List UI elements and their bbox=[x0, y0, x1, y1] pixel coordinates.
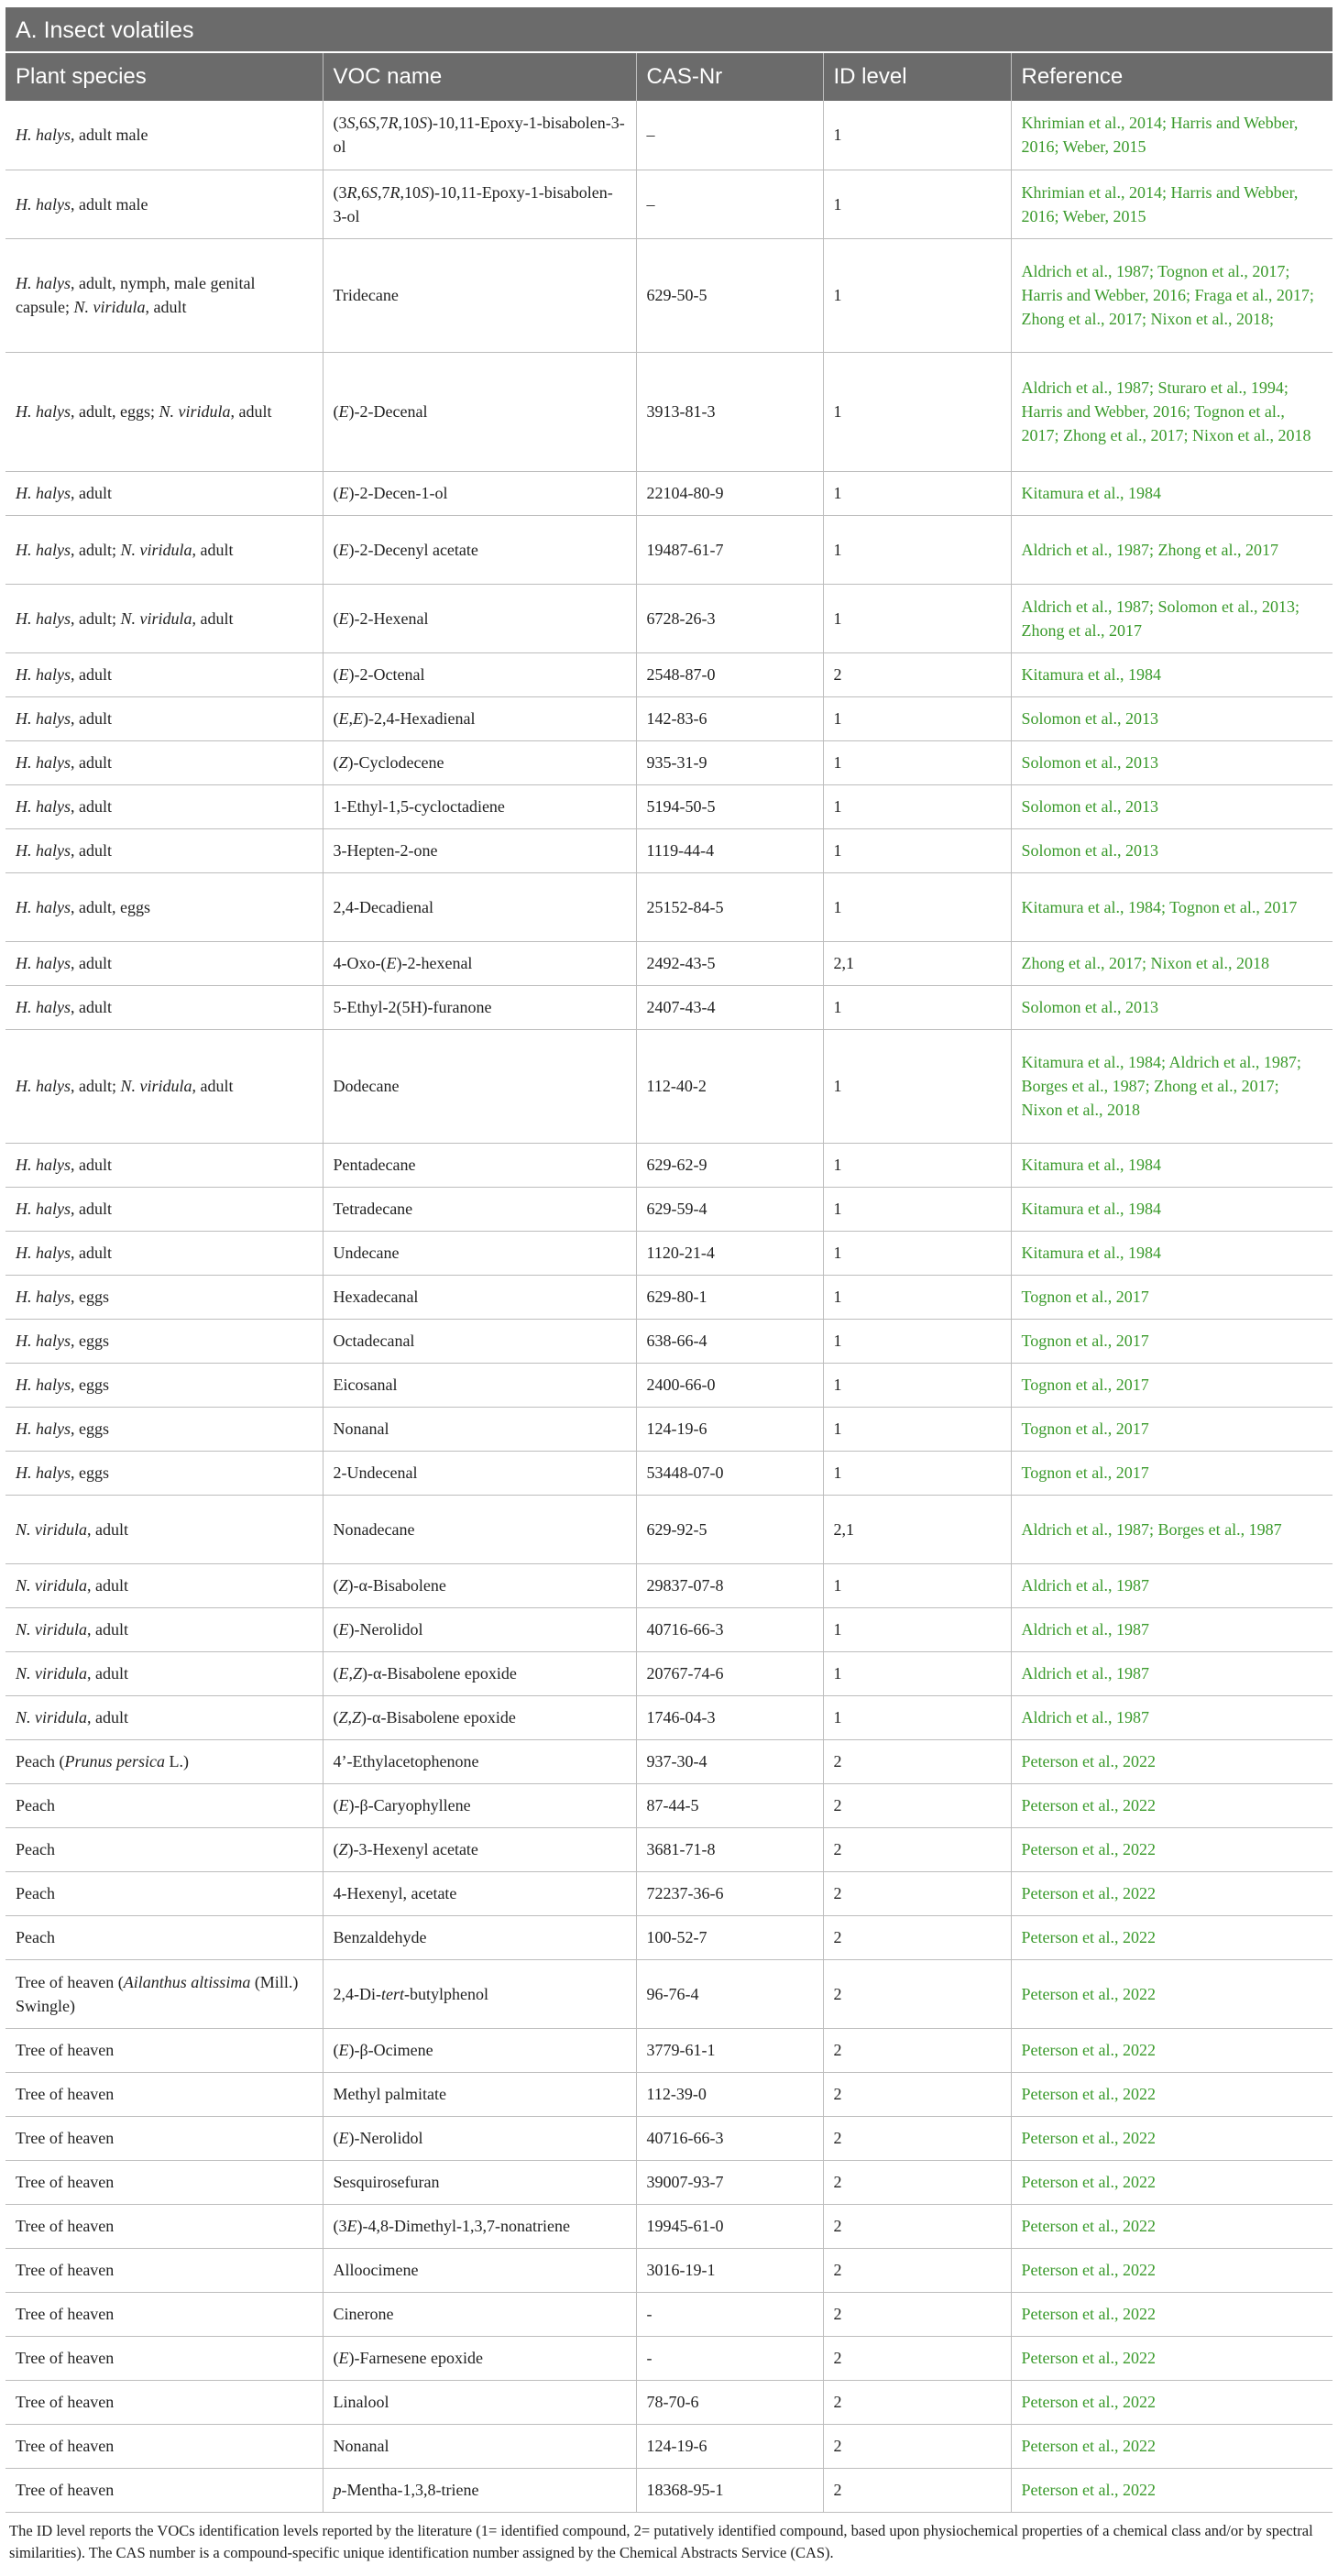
column-header-voc-name: VOC name bbox=[323, 53, 636, 101]
id-level-cell: 1 bbox=[823, 1319, 1011, 1363]
plant-species-cell: Tree of heaven bbox=[5, 2424, 323, 2468]
reference-cell: Aldrich et al., 1987; Zhong et al., 2017 bbox=[1011, 515, 1333, 584]
table-row bbox=[5, 2072, 1333, 2116]
plant-species-cell: H. halys, adult bbox=[5, 1231, 323, 1275]
cas-nr-cell: 3016-19-1 bbox=[636, 2248, 823, 2292]
cas-nr-cell: 25152-84-5 bbox=[636, 872, 823, 941]
table-row bbox=[5, 1871, 1333, 1915]
table-row bbox=[5, 1187, 1333, 1231]
id-level-cell: 1 bbox=[823, 471, 1011, 515]
reference-cell: Tognon et al., 2017 bbox=[1011, 1275, 1333, 1319]
voc-name-cell: (E)-2-Decenyl acetate bbox=[323, 515, 636, 584]
reference-cell: Peterson et al., 2022 bbox=[1011, 2248, 1333, 2292]
cas-nr-cell: 20767-74-6 bbox=[636, 1651, 823, 1695]
plant-species-cell: H. halys, adult bbox=[5, 696, 323, 740]
id-level-cell: 1 bbox=[823, 1187, 1011, 1231]
reference-cell: Khrimian et al., 2014; Harris and Webber, 2016; Weber, 2015 bbox=[1011, 101, 1333, 170]
voc-name-cell: Sesquirosefuran bbox=[323, 2160, 636, 2204]
cas-nr-cell: 629-92-5 bbox=[636, 1495, 823, 1563]
plant-species-cell: H. halys, adult male bbox=[5, 170, 323, 238]
cas-nr-cell: 2548-87-0 bbox=[636, 652, 823, 696]
plant-species-cell: Tree of heaven bbox=[5, 2204, 323, 2248]
reference-cell: Aldrich et al., 1987 bbox=[1011, 1607, 1333, 1651]
voc-name-cell: (E)-2-Hexenal bbox=[323, 584, 636, 652]
table-row bbox=[5, 985, 1333, 1029]
voc-name-cell: (E,Z)-α-Bisabolene epoxide bbox=[323, 1651, 636, 1695]
column-header-plant-species: Plant species bbox=[5, 53, 323, 101]
cas-nr-cell: 72237-36-6 bbox=[636, 1871, 823, 1915]
cas-nr-cell: 124-19-6 bbox=[636, 1407, 823, 1451]
table-row bbox=[5, 2424, 1333, 2468]
cas-nr-cell: 18368-95-1 bbox=[636, 2468, 823, 2512]
voc-name-cell: (Z)-Cyclodecene bbox=[323, 740, 636, 784]
cas-nr-cell: 78-70-6 bbox=[636, 2380, 823, 2424]
id-level-cell: 1 bbox=[823, 872, 1011, 941]
voc-name-cell: (E)-β-Caryophyllene bbox=[323, 1783, 636, 1827]
reference-cell: Peterson et al., 2022 bbox=[1011, 2204, 1333, 2248]
voc-name-cell: Linalool bbox=[323, 2380, 636, 2424]
cas-nr-cell: 1746-04-3 bbox=[636, 1695, 823, 1739]
voc-name-cell: Nonanal bbox=[323, 2424, 636, 2468]
table-row bbox=[5, 1407, 1333, 1451]
id-level-cell: 1 bbox=[823, 1363, 1011, 1407]
plant-species-cell: H. halys, adult, eggs; N. viridula, adult bbox=[5, 352, 323, 471]
voc-name-cell: Dodecane bbox=[323, 1029, 636, 1143]
table-row bbox=[5, 2248, 1333, 2292]
cas-nr-cell: 3681-71-8 bbox=[636, 1827, 823, 1871]
voc-name-cell: (E)-Farnesene epoxide bbox=[323, 2336, 636, 2380]
id-level-cell: 2 bbox=[823, 1783, 1011, 1827]
id-level-cell: 1 bbox=[823, 784, 1011, 828]
reference-cell: Tognon et al., 2017 bbox=[1011, 1363, 1333, 1407]
id-level-cell: 1 bbox=[823, 1451, 1011, 1495]
cas-nr-cell: 1119-44-4 bbox=[636, 828, 823, 872]
id-level-cell: 2,1 bbox=[823, 1495, 1011, 1563]
reference-cell: Peterson et al., 2022 bbox=[1011, 2380, 1333, 2424]
plant-species-cell: H. halys, adult bbox=[5, 652, 323, 696]
id-level-cell: 1 bbox=[823, 101, 1011, 170]
cas-nr-cell: 629-59-4 bbox=[636, 1187, 823, 1231]
voc-name-cell: (E)-2-Decenal bbox=[323, 352, 636, 471]
reference-cell: Aldrich et al., 1987; Sturaro et al., 1994; Harris and Webber, 2016; Tognon et al., 2017; Zhong et al., 2017; Nixon et al., 2018 bbox=[1011, 352, 1333, 471]
plant-species-cell: Tree of heaven (Ailanthus altissima (Mill.) Swingle) bbox=[5, 1959, 323, 2028]
plant-species-cell: H. halys, adult; N. viridula, adult bbox=[5, 584, 323, 652]
table-row bbox=[5, 1915, 1333, 1959]
plant-species-cell: H. halys, adult; N. viridula, adult bbox=[5, 515, 323, 584]
reference-cell: Aldrich et al., 1987 bbox=[1011, 1695, 1333, 1739]
id-level-cell: 2 bbox=[823, 2072, 1011, 2116]
id-level-cell: 2 bbox=[823, 2292, 1011, 2336]
reference-cell: Peterson et al., 2022 bbox=[1011, 2468, 1333, 2512]
reference-cell: Peterson et al., 2022 bbox=[1011, 2424, 1333, 2468]
table-row bbox=[5, 1651, 1333, 1695]
voc-name-cell: Undecane bbox=[323, 1231, 636, 1275]
voc-name-cell: Tetradecane bbox=[323, 1187, 636, 1231]
cas-nr-cell: 935-31-9 bbox=[636, 740, 823, 784]
table-row bbox=[5, 2116, 1333, 2160]
voc-name-cell: Pentadecane bbox=[323, 1143, 636, 1187]
voc-name-cell: (3E)-4,8-Dimethyl-1,3,7-nonatriene bbox=[323, 2204, 636, 2248]
plant-species-cell: Peach bbox=[5, 1783, 323, 1827]
table-row bbox=[5, 1827, 1333, 1871]
cas-nr-cell: 937-30-4 bbox=[636, 1739, 823, 1783]
reference-cell: Aldrich et al., 1987 bbox=[1011, 1563, 1333, 1607]
cas-nr-cell: 40716-66-3 bbox=[636, 2116, 823, 2160]
table-row bbox=[5, 784, 1333, 828]
reference-cell: Kitamura et al., 1984 bbox=[1011, 1231, 1333, 1275]
id-level-cell: 1 bbox=[823, 1695, 1011, 1739]
plant-species-cell: N. viridula, adult bbox=[5, 1695, 323, 1739]
cas-nr-cell: 29837-07-8 bbox=[636, 1563, 823, 1607]
voc-name-cell: Methyl palmitate bbox=[323, 2072, 636, 2116]
table-footnote: The ID level reports the VOCs identification levels reported by the literature (1= identified compound, 2= putatively identified compound, based upon physiochemical properties of a chemical class and/or by spectral similarities). The CAS number is a compound-specific unique identification number assigned by the Chemical Abstracts Service (CAS). bbox=[9, 2521, 1313, 2561]
id-level-cell: 1 bbox=[823, 1563, 1011, 1607]
reference-cell: Solomon et al., 2013 bbox=[1011, 828, 1333, 872]
plant-species-cell: Tree of heaven bbox=[5, 2336, 323, 2380]
voc-name-cell: (3R,6S,7R,10S)-10,11-Epoxy-1-bisabolen-3-ol bbox=[323, 170, 636, 238]
reference-cell: Zhong et al., 2017; Nixon et al., 2018 bbox=[1011, 941, 1333, 985]
voc-name-cell: Cinerone bbox=[323, 2292, 636, 2336]
voc-name-cell: Hexadecanal bbox=[323, 1275, 636, 1319]
column-header-reference: Reference bbox=[1011, 53, 1333, 101]
voc-name-cell: (E)-Nerolidol bbox=[323, 1607, 636, 1651]
table-row bbox=[5, 1029, 1333, 1143]
reference-cell: Tognon et al., 2017 bbox=[1011, 1451, 1333, 1495]
id-level-cell: 2 bbox=[823, 2336, 1011, 2380]
reference-cell: Kitamura et al., 1984 bbox=[1011, 471, 1333, 515]
cas-nr-cell: - bbox=[636, 2336, 823, 2380]
id-level-cell: 1 bbox=[823, 1231, 1011, 1275]
table-row bbox=[5, 2336, 1333, 2380]
id-level-cell: 2 bbox=[823, 2424, 1011, 2468]
plant-species-cell: H. halys, adult bbox=[5, 1187, 323, 1231]
table-row bbox=[5, 1363, 1333, 1407]
reference-cell: Peterson et al., 2022 bbox=[1011, 1783, 1333, 1827]
cas-nr-cell: 19945-61-0 bbox=[636, 2204, 823, 2248]
voc-name-cell: Benzaldehyde bbox=[323, 1915, 636, 1959]
id-level-cell: 2 bbox=[823, 2468, 1011, 2512]
id-level-cell: 2 bbox=[823, 1915, 1011, 1959]
table-row bbox=[5, 828, 1333, 872]
id-level-cell: 2 bbox=[823, 1959, 1011, 2028]
plant-species-cell: H. halys, adult; N. viridula, adult bbox=[5, 1029, 323, 1143]
voc-name-cell: 2,4-Decadienal bbox=[323, 872, 636, 941]
table-row bbox=[5, 1607, 1333, 1651]
reference-cell: Kitamura et al., 1984 bbox=[1011, 652, 1333, 696]
voc-name-cell: 2-Undecenal bbox=[323, 1451, 636, 1495]
id-level-cell: 2 bbox=[823, 1871, 1011, 1915]
cas-nr-cell: 3913-81-3 bbox=[636, 352, 823, 471]
reference-cell: Solomon et al., 2013 bbox=[1011, 985, 1333, 1029]
reference-cell: Tognon et al., 2017 bbox=[1011, 1319, 1333, 1363]
reference-cell: Peterson et al., 2022 bbox=[1011, 1915, 1333, 1959]
id-level-cell: 2 bbox=[823, 2204, 1011, 2248]
reference-cell: Peterson et al., 2022 bbox=[1011, 2028, 1333, 2072]
plant-species-cell: Tree of heaven bbox=[5, 2116, 323, 2160]
id-level-cell: 1 bbox=[823, 1607, 1011, 1651]
table-row bbox=[5, 1275, 1333, 1319]
plant-species-cell: H. halys, adult male bbox=[5, 101, 323, 170]
voc-name-cell: (Z)-3-Hexenyl acetate bbox=[323, 1827, 636, 1871]
cas-nr-cell: 3779-61-1 bbox=[636, 2028, 823, 2072]
cas-nr-cell: 629-50-5 bbox=[636, 238, 823, 352]
voc-name-cell: Octadecanal bbox=[323, 1319, 636, 1363]
cas-nr-cell: 2407-43-4 bbox=[636, 985, 823, 1029]
voc-name-cell: 1-Ethyl-1,5-cycloctadiene bbox=[323, 784, 636, 828]
id-level-cell: 1 bbox=[823, 740, 1011, 784]
voc-name-cell: (E)-2-Octenal bbox=[323, 652, 636, 696]
id-level-cell: 2 bbox=[823, 1739, 1011, 1783]
id-level-cell: 1 bbox=[823, 1651, 1011, 1695]
table-row bbox=[5, 2292, 1333, 2336]
cas-nr-cell: 6728-26-3 bbox=[636, 584, 823, 652]
plant-species-cell: Peach bbox=[5, 1915, 323, 1959]
plant-species-cell: N. viridula, adult bbox=[5, 1651, 323, 1695]
id-level-cell: 1 bbox=[823, 828, 1011, 872]
plant-species-cell: H. halys, adult bbox=[5, 471, 323, 515]
column-header-id-level: ID level bbox=[823, 53, 1011, 101]
plant-species-cell: H. halys, eggs bbox=[5, 1407, 323, 1451]
cas-nr-cell: 1120-21-4 bbox=[636, 1231, 823, 1275]
cas-nr-cell: 100-52-7 bbox=[636, 1915, 823, 1959]
reference-cell: Solomon et al., 2013 bbox=[1011, 696, 1333, 740]
table-row bbox=[5, 1495, 1333, 1563]
plant-species-cell: H. halys, eggs bbox=[5, 1451, 323, 1495]
cas-nr-cell: 19487-61-7 bbox=[636, 515, 823, 584]
cas-nr-cell: 2400-66-0 bbox=[636, 1363, 823, 1407]
reference-cell: Kitamura et al., 1984 bbox=[1011, 1187, 1333, 1231]
cas-nr-cell: 40716-66-3 bbox=[636, 1607, 823, 1651]
table-row bbox=[5, 1739, 1333, 1783]
reference-cell: Peterson et al., 2022 bbox=[1011, 1959, 1333, 2028]
cas-nr-cell: - bbox=[636, 2292, 823, 2336]
plant-species-cell: H. halys, adult bbox=[5, 985, 323, 1029]
table-row bbox=[5, 1959, 1333, 2028]
table-row bbox=[5, 1143, 1333, 1187]
id-level-cell: 1 bbox=[823, 985, 1011, 1029]
voc-name-cell: (E,E)-2,4-Hexadienal bbox=[323, 696, 636, 740]
id-level-cell: 2 bbox=[823, 1827, 1011, 1871]
plant-species-cell: H. halys, adult bbox=[5, 941, 323, 985]
reference-cell: Peterson et al., 2022 bbox=[1011, 2336, 1333, 2380]
cas-nr-cell: – bbox=[636, 170, 823, 238]
id-level-cell: 1 bbox=[823, 1407, 1011, 1451]
plant-species-cell: Tree of heaven bbox=[5, 2072, 323, 2116]
voc-name-cell: 4-Hexenyl, acetate bbox=[323, 1871, 636, 1915]
plant-species-cell: H. halys, adult bbox=[5, 784, 323, 828]
plant-species-cell: Tree of heaven bbox=[5, 2380, 323, 2424]
table-row bbox=[5, 1451, 1333, 1495]
table-row bbox=[5, 740, 1333, 784]
voc-name-cell: 2,4-Di-tert-butylphenol bbox=[323, 1959, 636, 2028]
id-level-cell: 2 bbox=[823, 2160, 1011, 2204]
table-row bbox=[5, 101, 1333, 170]
id-level-cell: 1 bbox=[823, 1275, 1011, 1319]
id-level-cell: 1 bbox=[823, 584, 1011, 652]
voc-name-cell: 4-Oxo-(E)-2-hexenal bbox=[323, 941, 636, 985]
cas-nr-cell: 53448-07-0 bbox=[636, 1451, 823, 1495]
cas-nr-cell: 629-62-9 bbox=[636, 1143, 823, 1187]
cas-nr-cell: 112-39-0 bbox=[636, 2072, 823, 2116]
reference-cell: Peterson et al., 2022 bbox=[1011, 1871, 1333, 1915]
cas-nr-cell: 87-44-5 bbox=[636, 1783, 823, 1827]
reference-cell: Aldrich et al., 1987 bbox=[1011, 1651, 1333, 1695]
plant-species-cell: Tree of heaven bbox=[5, 2468, 323, 2512]
plant-species-cell: H. halys, eggs bbox=[5, 1319, 323, 1363]
reference-cell: Peterson et al., 2022 bbox=[1011, 1739, 1333, 1783]
voc-name-cell: Nonadecane bbox=[323, 1495, 636, 1563]
table-row bbox=[5, 696, 1333, 740]
reference-cell: Aldrich et al., 1987; Borges et al., 1987 bbox=[1011, 1495, 1333, 1563]
id-level-cell: 2 bbox=[823, 2248, 1011, 2292]
table-row bbox=[5, 1563, 1333, 1607]
id-level-cell: 1 bbox=[823, 1029, 1011, 1143]
cas-nr-cell: 39007-93-7 bbox=[636, 2160, 823, 2204]
table-row bbox=[5, 2160, 1333, 2204]
reference-cell: Kitamura et al., 1984; Aldrich et al., 1987; Borges et al., 1987; Zhong et al., 2017; Nixon et al., 2018 bbox=[1011, 1029, 1333, 1143]
plant-species-cell: N. viridula, adult bbox=[5, 1563, 323, 1607]
table-row bbox=[5, 1695, 1333, 1739]
voc-name-cell: 3-Hepten-2-one bbox=[323, 828, 636, 872]
table-row bbox=[5, 1783, 1333, 1827]
plant-species-cell: Peach (Prunus persica L.) bbox=[5, 1739, 323, 1783]
cas-nr-cell: 22104-80-9 bbox=[636, 471, 823, 515]
cas-nr-cell: 112-40-2 bbox=[636, 1029, 823, 1143]
id-level-cell: 1 bbox=[823, 170, 1011, 238]
cas-nr-cell: 5194-50-5 bbox=[636, 784, 823, 828]
cas-nr-cell: 629-80-1 bbox=[636, 1275, 823, 1319]
id-level-cell: 2 bbox=[823, 2028, 1011, 2072]
voc-name-cell: (E)-Nerolidol bbox=[323, 2116, 636, 2160]
plant-species-cell: Tree of heaven bbox=[5, 2028, 323, 2072]
cas-nr-cell: 96-76-4 bbox=[636, 1959, 823, 2028]
cas-nr-cell: – bbox=[636, 101, 823, 170]
document-page bbox=[5, 7, 1333, 2564]
reference-cell: Kitamura et al., 1984 bbox=[1011, 1143, 1333, 1187]
reference-cell: Aldrich et al., 1987; Tognon et al., 2017; Harris and Webber, 2016; Fraga et al., 2017; Zhong et al., 2017; Nixon et al., 2018; bbox=[1011, 238, 1333, 352]
voc-name-cell: (Z)-α-Bisabolene bbox=[323, 1563, 636, 1607]
reference-cell: Khrimian et al., 2014; Harris and Webber, 2016; Weber, 2015 bbox=[1011, 170, 1333, 238]
id-level-cell: 1 bbox=[823, 1143, 1011, 1187]
cas-nr-cell: 2492-43-5 bbox=[636, 941, 823, 985]
plant-species-cell: N. viridula, adult bbox=[5, 1607, 323, 1651]
id-level-cell: 2 bbox=[823, 2116, 1011, 2160]
table-body bbox=[5, 101, 1333, 2512]
voc-name-cell: Alloocimene bbox=[323, 2248, 636, 2292]
id-level-cell: 1 bbox=[823, 515, 1011, 584]
id-level-cell: 2,1 bbox=[823, 941, 1011, 985]
voc-name-cell: (E)-2-Decen-1-ol bbox=[323, 471, 636, 515]
table-row bbox=[5, 2380, 1333, 2424]
reference-cell: Aldrich et al., 1987; Solomon et al., 2013; Zhong et al., 2017 bbox=[1011, 584, 1333, 652]
reference-cell: Peterson et al., 2022 bbox=[1011, 2292, 1333, 2336]
voc-name-cell: Eicosanal bbox=[323, 1363, 636, 1407]
id-level-cell: 1 bbox=[823, 238, 1011, 352]
cas-nr-cell: 142-83-6 bbox=[636, 696, 823, 740]
id-level-cell: 2 bbox=[823, 2380, 1011, 2424]
plant-species-cell: Tree of heaven bbox=[5, 2292, 323, 2336]
voc-name-cell: 4’-Ethylacetophenone bbox=[323, 1739, 636, 1783]
plant-species-cell: Tree of heaven bbox=[5, 2248, 323, 2292]
column-header-cas-nr: CAS-Nr bbox=[636, 53, 823, 101]
table-row bbox=[5, 515, 1333, 584]
table-row bbox=[5, 2204, 1333, 2248]
voc-name-cell: Nonanal bbox=[323, 1407, 636, 1451]
reference-cell: Tognon et al., 2017 bbox=[1011, 1407, 1333, 1451]
voc-name-cell: 5-Ethyl-2(5H)-furanone bbox=[323, 985, 636, 1029]
plant-species-cell: N. viridula, adult bbox=[5, 1495, 323, 1563]
table-row bbox=[5, 1319, 1333, 1363]
reference-cell: Peterson et al., 2022 bbox=[1011, 1827, 1333, 1871]
plant-species-cell: H. halys, adult, eggs bbox=[5, 872, 323, 941]
plant-species-cell: H. halys, adult bbox=[5, 740, 323, 784]
voc-name-cell: (E)-β-Ocimene bbox=[323, 2028, 636, 2072]
plant-species-cell: H. halys, eggs bbox=[5, 1275, 323, 1319]
cas-nr-cell: 124-19-6 bbox=[636, 2424, 823, 2468]
table-row bbox=[5, 471, 1333, 515]
voc-name-cell: Tridecane bbox=[323, 238, 636, 352]
plant-species-cell: H. halys, eggs bbox=[5, 1363, 323, 1407]
table-caption: A. Insect volatiles bbox=[5, 7, 1333, 53]
id-level-cell: 1 bbox=[823, 696, 1011, 740]
table-row bbox=[5, 170, 1333, 238]
table-header-row bbox=[5, 53, 1333, 101]
plant-species-cell: Peach bbox=[5, 1827, 323, 1871]
cas-nr-cell: 638-66-4 bbox=[636, 1319, 823, 1363]
reference-cell: Solomon et al., 2013 bbox=[1011, 740, 1333, 784]
plant-species-cell: H. halys, adult, nymph, male genital capsule; N. viridula, adult bbox=[5, 238, 323, 352]
reference-cell: Peterson et al., 2022 bbox=[1011, 2072, 1333, 2116]
plant-species-cell: Tree of heaven bbox=[5, 2160, 323, 2204]
voc-name-cell: p-Mentha-1,3,8-triene bbox=[323, 2468, 636, 2512]
table-row bbox=[5, 652, 1333, 696]
table-row bbox=[5, 584, 1333, 652]
table-row bbox=[5, 238, 1333, 352]
voc-name-cell: (3S,6S,7R,10S)-10,11-Epoxy-1-bisabolen-3-ol bbox=[323, 101, 636, 170]
table-row bbox=[5, 2468, 1333, 2512]
plant-species-cell: H. halys, adult bbox=[5, 828, 323, 872]
id-level-cell: 2 bbox=[823, 652, 1011, 696]
reference-cell: Kitamura et al., 1984; Tognon et al., 2017 bbox=[1011, 872, 1333, 941]
table-row bbox=[5, 1231, 1333, 1275]
reference-cell: Peterson et al., 2022 bbox=[1011, 2116, 1333, 2160]
id-level-cell: 1 bbox=[823, 352, 1011, 471]
plant-species-cell: H. halys, adult bbox=[5, 1143, 323, 1187]
reference-cell: Solomon et al., 2013 bbox=[1011, 784, 1333, 828]
table-row bbox=[5, 872, 1333, 941]
plant-species-cell: Peach bbox=[5, 1871, 323, 1915]
table-row bbox=[5, 2028, 1333, 2072]
voc-table bbox=[5, 53, 1333, 2513]
table-row bbox=[5, 941, 1333, 985]
table-row bbox=[5, 352, 1333, 471]
voc-name-cell: (Z,Z)-α-Bisabolene epoxide bbox=[323, 1695, 636, 1739]
reference-cell: Peterson et al., 2022 bbox=[1011, 2160, 1333, 2204]
